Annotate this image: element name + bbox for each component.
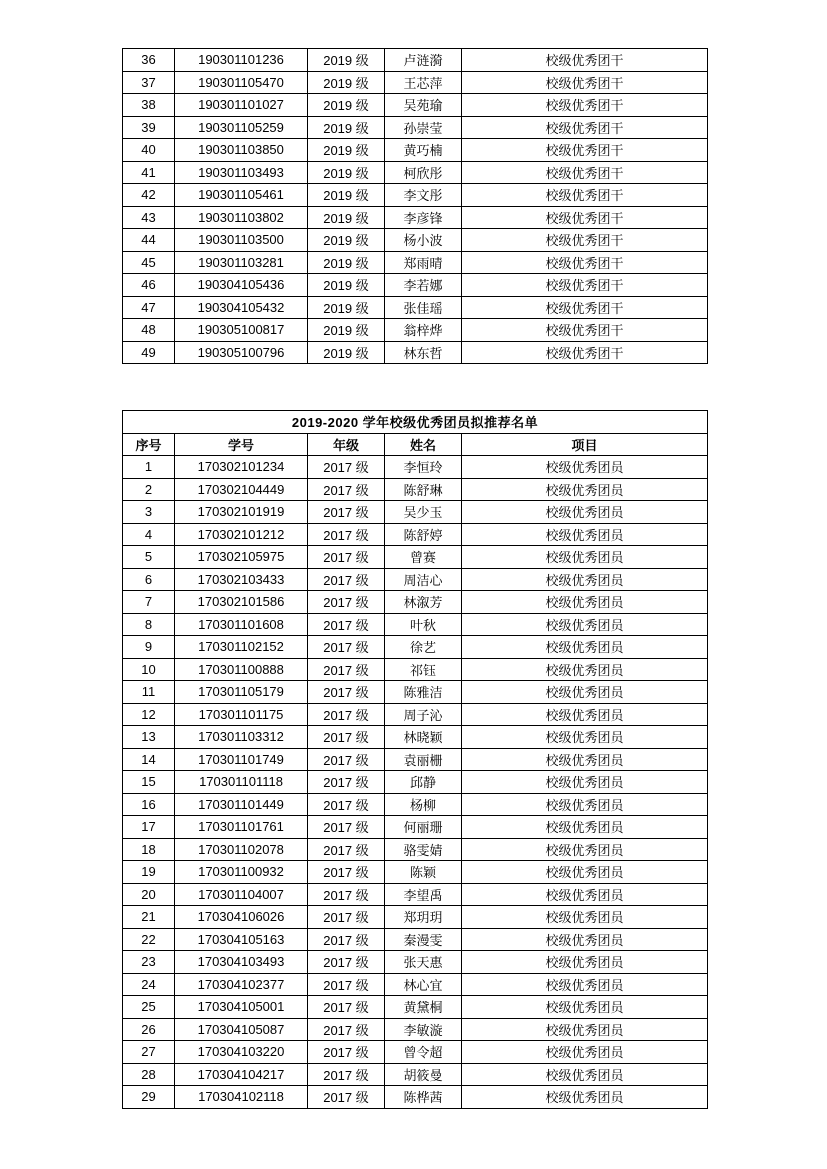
cell-no: 42: [123, 184, 175, 207]
table-row: [123, 319, 708, 342]
cell-student-id: 190305100796: [175, 341, 308, 364]
cell-grade: 2017 级: [308, 951, 385, 974]
cell-grade: 2017 级: [308, 861, 385, 884]
cell-no: 18: [123, 838, 175, 861]
cell-name: 林东哲: [385, 341, 462, 364]
table-row: [123, 883, 708, 906]
cell-student-id: 190301103500: [175, 229, 308, 252]
cell-grade: 2017 级: [308, 793, 385, 816]
cell-no: 41: [123, 161, 175, 184]
cell-student-id: 190301103281: [175, 251, 308, 274]
cell-no: 10: [123, 658, 175, 681]
cell-award: 校级优秀团员: [462, 928, 708, 951]
cell-award: 校级优秀团员: [462, 501, 708, 524]
cell-name: 郑玥玥: [385, 906, 462, 929]
cell-grade: 2019 级: [308, 296, 385, 319]
cell-student-id: 170304102377: [175, 973, 308, 996]
cell-no: 13: [123, 726, 175, 749]
cell-student-id: 190301105461: [175, 184, 308, 207]
cell-grade: 2019 级: [308, 71, 385, 94]
cell-student-id: 170301101749: [175, 748, 308, 771]
cell-grade: 2017 级: [308, 748, 385, 771]
cell-grade: 2017 级: [308, 591, 385, 614]
cell-award: 校级优秀团干: [462, 229, 708, 252]
cell-name: 周洁心: [385, 568, 462, 591]
table-row: [123, 838, 708, 861]
members-table-title: 2019-2020 学年校级优秀团员拟推荐名单: [123, 411, 708, 434]
cell-award: 校级优秀团干: [462, 341, 708, 364]
cell-student-id: 190305100817: [175, 319, 308, 342]
cell-award: 校级优秀团员: [462, 771, 708, 794]
header-award: 项目: [462, 433, 708, 456]
table-row: [123, 229, 708, 252]
cell-award: 校级优秀团干: [462, 71, 708, 94]
cell-grade: 2017 级: [308, 838, 385, 861]
header-name: 姓名: [385, 433, 462, 456]
cell-student-id: 170301101175: [175, 703, 308, 726]
table-row: [123, 456, 708, 479]
cell-name: 祁钰: [385, 658, 462, 681]
cell-no: 19: [123, 861, 175, 884]
cell-award: 校级优秀团员: [462, 951, 708, 974]
cell-no: 29: [123, 1086, 175, 1109]
cell-grade: 2019 级: [308, 341, 385, 364]
cell-name: 李望禹: [385, 883, 462, 906]
cell-no: 38: [123, 94, 175, 117]
cell-grade: 2017 级: [308, 726, 385, 749]
cell-grade: 2017 级: [308, 681, 385, 704]
cell-name: 徐艺: [385, 636, 462, 659]
cell-grade: 2017 级: [308, 613, 385, 636]
cell-grade: 2017 级: [308, 996, 385, 1019]
cell-grade: 2019 级: [308, 94, 385, 117]
table-row: [123, 274, 708, 297]
cell-no: 1: [123, 456, 175, 479]
cell-name: 骆雯婧: [385, 838, 462, 861]
cell-name: 吴苑瑜: [385, 94, 462, 117]
cell-no: 44: [123, 229, 175, 252]
cell-no: 20: [123, 883, 175, 906]
cell-no: 12: [123, 703, 175, 726]
cell-grade: 2017 级: [308, 636, 385, 659]
cell-grade: 2017 级: [308, 1063, 385, 1086]
table-row: [123, 591, 708, 614]
cell-no: 9: [123, 636, 175, 659]
cell-name: 陈雅洁: [385, 681, 462, 704]
table-row: [123, 1063, 708, 1086]
cell-no: 4: [123, 523, 175, 546]
cell-no: 43: [123, 206, 175, 229]
cell-student-id: 170301102152: [175, 636, 308, 659]
cell-name: 李彦锋: [385, 206, 462, 229]
cell-no: 25: [123, 996, 175, 1019]
cell-name: 张天惠: [385, 951, 462, 974]
cell-student-id: 170304105163: [175, 928, 308, 951]
cell-student-id: 190301105470: [175, 71, 308, 94]
cell-no: 23: [123, 951, 175, 974]
table-row: [123, 206, 708, 229]
cell-name: 郑雨晴: [385, 251, 462, 274]
table-row: [123, 748, 708, 771]
cell-award: 校级优秀团干: [462, 206, 708, 229]
cell-award: 校级优秀团员: [462, 973, 708, 996]
cell-no: 24: [123, 973, 175, 996]
cell-award: 校级优秀团干: [462, 296, 708, 319]
cell-grade: 2019 级: [308, 274, 385, 297]
table-row: [123, 478, 708, 501]
cell-award: 校级优秀团员: [462, 838, 708, 861]
cell-grade: 2017 级: [308, 546, 385, 569]
cell-award: 校级优秀团干: [462, 139, 708, 162]
table-row: [123, 341, 708, 364]
cell-name: 卢涟漪: [385, 49, 462, 72]
cell-name: 杨柳: [385, 793, 462, 816]
cell-student-id: 190301103802: [175, 206, 308, 229]
cell-no: 2: [123, 478, 175, 501]
table-row: [123, 613, 708, 636]
cell-student-id: 170301102078: [175, 838, 308, 861]
cell-name: 孙崇莹: [385, 116, 462, 139]
cell-name: 吴少玉: [385, 501, 462, 524]
cell-student-id: 170301104007: [175, 883, 308, 906]
table-row: [123, 951, 708, 974]
cell-award: 校级优秀团员: [462, 1041, 708, 1064]
members-table-body: [123, 456, 708, 1109]
table-row: [123, 816, 708, 839]
table-row: [123, 906, 708, 929]
header-grade: 年级: [308, 433, 385, 456]
cell-award: 校级优秀团员: [462, 883, 708, 906]
cell-grade: 2019 级: [308, 184, 385, 207]
cell-no: 47: [123, 296, 175, 319]
cell-name: 李恒玲: [385, 456, 462, 479]
cell-name: 叶秋: [385, 613, 462, 636]
cell-award: 校级优秀团干: [462, 274, 708, 297]
cell-award: 校级优秀团员: [462, 681, 708, 704]
table-row: [123, 94, 708, 117]
table-row: [123, 568, 708, 591]
cell-name: 李若娜: [385, 274, 462, 297]
table-row: [123, 184, 708, 207]
cell-award: 校级优秀团员: [462, 793, 708, 816]
cell-no: 5: [123, 546, 175, 569]
table-row: [123, 1018, 708, 1041]
cell-name: 曾令超: [385, 1041, 462, 1064]
cell-name: 黄黛桐: [385, 996, 462, 1019]
cell-student-id: 170304106026: [175, 906, 308, 929]
cell-name: 陈颖: [385, 861, 462, 884]
cell-grade: 2017 级: [308, 906, 385, 929]
members-table: [122, 410, 708, 1109]
cell-grade: 2019 级: [308, 161, 385, 184]
cell-student-id: 170301100888: [175, 658, 308, 681]
cell-name: 林溆芳: [385, 591, 462, 614]
cell-no: 39: [123, 116, 175, 139]
cell-award: 校级优秀团员: [462, 996, 708, 1019]
cell-no: 45: [123, 251, 175, 274]
cell-grade: 2017 级: [308, 816, 385, 839]
cell-grade: 2017 级: [308, 1086, 385, 1109]
table-row: [123, 681, 708, 704]
cell-name: 杨小波: [385, 229, 462, 252]
cell-no: 49: [123, 341, 175, 364]
table-row: [123, 793, 708, 816]
cadres-table: [122, 48, 708, 364]
table-row: [123, 546, 708, 569]
table-row: [123, 501, 708, 524]
cell-name: 袁丽栅: [385, 748, 462, 771]
cell-award: 校级优秀团员: [462, 456, 708, 479]
table-row: [123, 1086, 708, 1109]
cell-no: 26: [123, 1018, 175, 1041]
cell-no: 14: [123, 748, 175, 771]
cell-student-id: 170301105179: [175, 681, 308, 704]
cell-grade: 2017 级: [308, 1018, 385, 1041]
cell-name: 柯欣彤: [385, 161, 462, 184]
cell-award: 校级优秀团干: [462, 184, 708, 207]
cell-no: 15: [123, 771, 175, 794]
cell-student-id: 170304102118: [175, 1086, 308, 1109]
cell-grade: 2017 级: [308, 928, 385, 951]
cell-no: 7: [123, 591, 175, 614]
cell-student-id: 170302105975: [175, 546, 308, 569]
cell-no: 48: [123, 319, 175, 342]
cell-award: 校级优秀团员: [462, 816, 708, 839]
cell-no: 11: [123, 681, 175, 704]
cell-student-id: 170304103493: [175, 951, 308, 974]
cell-no: 37: [123, 71, 175, 94]
table-row: [123, 771, 708, 794]
cell-name: 李敏漩: [385, 1018, 462, 1041]
cell-award: 校级优秀团员: [462, 591, 708, 614]
cell-student-id: 190304105432: [175, 296, 308, 319]
cell-grade: 2019 级: [308, 206, 385, 229]
cell-no: 46: [123, 274, 175, 297]
cell-name: 周子沁: [385, 703, 462, 726]
cell-student-id: 190301103850: [175, 139, 308, 162]
cell-grade: 2019 级: [308, 319, 385, 342]
cell-award: 校级优秀团干: [462, 319, 708, 342]
cell-student-id: 190301101236: [175, 49, 308, 72]
cell-award: 校级优秀团员: [462, 748, 708, 771]
members-table-title-row: [123, 411, 708, 434]
cell-student-id: 170302104449: [175, 478, 308, 501]
cell-name: 王芯萍: [385, 71, 462, 94]
table-row: [123, 523, 708, 546]
cell-award: 校级优秀团员: [462, 861, 708, 884]
cell-name: 张佳瑶: [385, 296, 462, 319]
cell-name: 李文彤: [385, 184, 462, 207]
cell-student-id: 170302101234: [175, 456, 308, 479]
cell-student-id: 170301100932: [175, 861, 308, 884]
cell-grade: 2019 级: [308, 49, 385, 72]
table-row: [123, 71, 708, 94]
cell-student-id: 170302101919: [175, 501, 308, 524]
table-row: [123, 726, 708, 749]
cell-student-id: 190304105436: [175, 274, 308, 297]
cell-grade: 2017 级: [308, 883, 385, 906]
cell-award: 校级优秀团干: [462, 49, 708, 72]
cell-no: 40: [123, 139, 175, 162]
cell-student-id: 170302101212: [175, 523, 308, 546]
cell-name: 林晓颖: [385, 726, 462, 749]
cell-student-id: 170301101761: [175, 816, 308, 839]
cell-award: 校级优秀团干: [462, 94, 708, 117]
cell-award: 校级优秀团员: [462, 636, 708, 659]
table-row: [123, 1041, 708, 1064]
cell-name: 邱静: [385, 771, 462, 794]
cell-award: 校级优秀团员: [462, 703, 708, 726]
cell-student-id: 190301105259: [175, 116, 308, 139]
cell-grade: 2017 级: [308, 703, 385, 726]
cell-grade: 2017 级: [308, 568, 385, 591]
cell-no: 6: [123, 568, 175, 591]
table-row: [123, 861, 708, 884]
cell-no: 16: [123, 793, 175, 816]
cell-award: 校级优秀团员: [462, 1086, 708, 1109]
cell-no: 27: [123, 1041, 175, 1064]
table-row: [123, 251, 708, 274]
header-no: 序号: [123, 433, 175, 456]
cell-award: 校级优秀团员: [462, 546, 708, 569]
cell-student-id: 170304104217: [175, 1063, 308, 1086]
cell-award: 校级优秀团员: [462, 726, 708, 749]
cell-no: 21: [123, 906, 175, 929]
cell-award: 校级优秀团员: [462, 613, 708, 636]
table-row: [123, 703, 708, 726]
cell-award: 校级优秀团干: [462, 161, 708, 184]
cell-grade: 2017 级: [308, 478, 385, 501]
table-row: [123, 296, 708, 319]
cell-award: 校级优秀团干: [462, 116, 708, 139]
cell-student-id: 170304105087: [175, 1018, 308, 1041]
cell-award: 校级优秀团员: [462, 478, 708, 501]
cell-student-id: 170301103312: [175, 726, 308, 749]
cell-grade: 2019 级: [308, 251, 385, 274]
cell-student-id: 170301101449: [175, 793, 308, 816]
cell-student-id: 190301101027: [175, 94, 308, 117]
members-table-header-row: [123, 433, 708, 456]
cell-award: 校级优秀团员: [462, 523, 708, 546]
cell-student-id: 190301103493: [175, 161, 308, 184]
cell-grade: 2017 级: [308, 456, 385, 479]
cell-student-id: 170301101608: [175, 613, 308, 636]
cell-name: 秦漫雯: [385, 928, 462, 951]
cell-student-id: 170301101118: [175, 771, 308, 794]
cell-grade: 2019 级: [308, 139, 385, 162]
cell-student-id: 170302101586: [175, 591, 308, 614]
cell-name: 黄巧楠: [385, 139, 462, 162]
cell-award: 校级优秀团员: [462, 906, 708, 929]
cadres-table-body: [123, 49, 708, 364]
table-row: [123, 636, 708, 659]
cell-name: 翁梓烨: [385, 319, 462, 342]
cell-grade: 2017 级: [308, 973, 385, 996]
cell-name: 胡筱曼: [385, 1063, 462, 1086]
cell-award: 校级优秀团员: [462, 1063, 708, 1086]
cell-no: 22: [123, 928, 175, 951]
cell-student-id: 170304105001: [175, 996, 308, 1019]
cell-award: 校级优秀团员: [462, 1018, 708, 1041]
cell-student-id: 170304103220: [175, 1041, 308, 1064]
table-row: [123, 161, 708, 184]
cell-name: 曾赛: [385, 546, 462, 569]
cell-grade: 2019 级: [308, 229, 385, 252]
table-row: [123, 49, 708, 72]
cell-award: 校级优秀团干: [462, 251, 708, 274]
cell-grade: 2017 级: [308, 771, 385, 794]
cell-grade: 2017 级: [308, 1041, 385, 1064]
cell-name: 陈舒婷: [385, 523, 462, 546]
cell-grade: 2019 级: [308, 116, 385, 139]
cell-award: 校级优秀团员: [462, 658, 708, 681]
cell-name: 林心宜: [385, 973, 462, 996]
cell-grade: 2017 级: [308, 658, 385, 681]
cell-no: 8: [123, 613, 175, 636]
cell-no: 3: [123, 501, 175, 524]
cell-no: 36: [123, 49, 175, 72]
cell-name: 何丽珊: [385, 816, 462, 839]
cell-no: 17: [123, 816, 175, 839]
cell-award: 校级优秀团员: [462, 568, 708, 591]
header-student-id: 学号: [175, 433, 308, 456]
cell-student-id: 170302103433: [175, 568, 308, 591]
cell-grade: 2017 级: [308, 523, 385, 546]
table-row: [123, 139, 708, 162]
cell-no: 28: [123, 1063, 175, 1086]
cell-name: 陈桦茜: [385, 1086, 462, 1109]
table-row: [123, 996, 708, 1019]
cell-grade: 2017 级: [308, 501, 385, 524]
table-row: [123, 928, 708, 951]
table-row: [123, 116, 708, 139]
table-row: [123, 658, 708, 681]
members-table-head: [123, 411, 708, 456]
cell-name: 陈舒琳: [385, 478, 462, 501]
table-row: [123, 973, 708, 996]
